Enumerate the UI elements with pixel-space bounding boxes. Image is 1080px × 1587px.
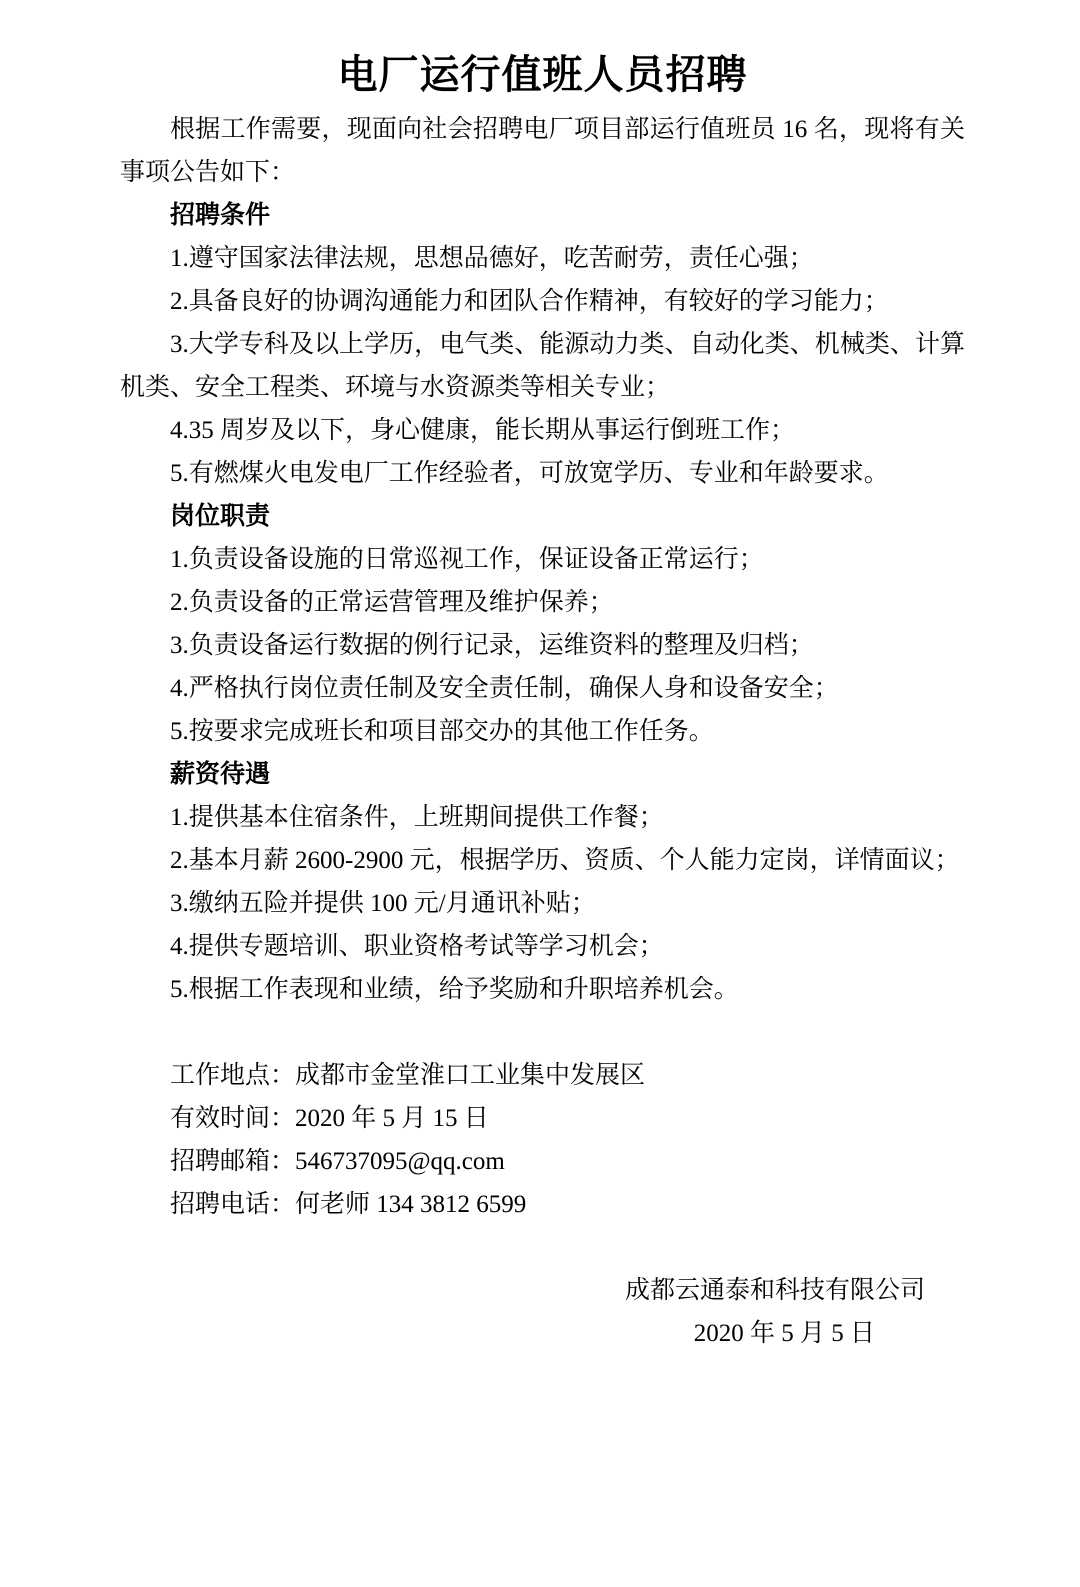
duty-item-2: 2.负责设备的正常运营管理及维护保养； bbox=[170, 589, 614, 616]
section-heading-job-duties: 岗位职责 bbox=[170, 503, 271, 530]
salary-item-4: 4.提供专题培训、职业资格考试等学习机会； bbox=[170, 933, 664, 960]
salary-item-2: 2.基本月薪 2600-2900 元，根据学历、资质、个人能力定岗，详情面议； bbox=[170, 847, 960, 874]
salary-item-1: 1.提供基本住宿条件，上班期间提供工作餐； bbox=[170, 804, 664, 831]
contact-location-line: 工作地点：成都市金堂淮口工业集中发展区 bbox=[170, 1062, 646, 1089]
section-heading-salary-benefits: 薪资待遇 bbox=[170, 761, 271, 788]
contact-valid-time-line: 有效时间：2020 年 5 月 15 日 bbox=[170, 1105, 489, 1132]
contact-block bbox=[120, 1054, 965, 1226]
duty-item-3: 3.负责设备运行数据的例行记录，运维资料的整理及归档； bbox=[170, 632, 814, 659]
signature-date: 2020 年 5 月 5 日 bbox=[693, 1320, 875, 1347]
condition-item-5: 5.有燃煤火电发电厂工作经验者，可放宽学历、专业和年龄要求。 bbox=[170, 460, 889, 487]
signature-company: 成都云通泰和科技有限公司 bbox=[624, 1277, 925, 1304]
duty-item-4: 4.严格执行岗位责任制及安全责任制，确保人身和设备安全； bbox=[170, 675, 839, 702]
salary-item-3: 3.缴纳五险并提供 100 元/月通讯补贴； bbox=[170, 890, 596, 917]
salary-item-5: 5.根据工作表现和业绩，给予奖励和升职培养机会。 bbox=[170, 976, 739, 1003]
signature-block bbox=[120, 1269, 965, 1355]
condition-item-1: 1.遵守国家法律法规，思想品德好，吃苦耐劳，责任心强； bbox=[170, 245, 814, 272]
condition-item-4: 4.35 周岁及以下，身心健康，能长期从事运行倒班工作； bbox=[170, 417, 796, 444]
condition-item-2: 2.具备良好的协调沟通能力和团队合作精神，有较好的学习能力； bbox=[170, 288, 889, 315]
intro-paragraph: 根据工作需要，现面向社会招聘电厂项目部运行值班员 16 名，现将有关事项公告如下： bbox=[120, 116, 965, 186]
duty-item-1: 1.负责设备设施的日常巡视工作，保证设备正常运行； bbox=[170, 546, 764, 573]
contact-email-line: 招聘邮箱：546737095@qq.com bbox=[170, 1148, 505, 1175]
section-heading-recruitment-conditions: 招聘条件 bbox=[170, 202, 271, 229]
duty-item-5: 5.按要求完成班长和项目部交办的其他工作任务。 bbox=[170, 718, 714, 745]
contact-phone-line: 招聘电话：何老师 134 3812 6599 bbox=[170, 1191, 527, 1218]
document-title: 电厂运行值班人员招聘 bbox=[337, 52, 748, 97]
condition-item-3: 3.大学专科及以上学历，电气类、能源动力类、自动化类、机械类、计算机类、安全工程类、环境与水资源类等相关专业； bbox=[120, 331, 965, 401]
